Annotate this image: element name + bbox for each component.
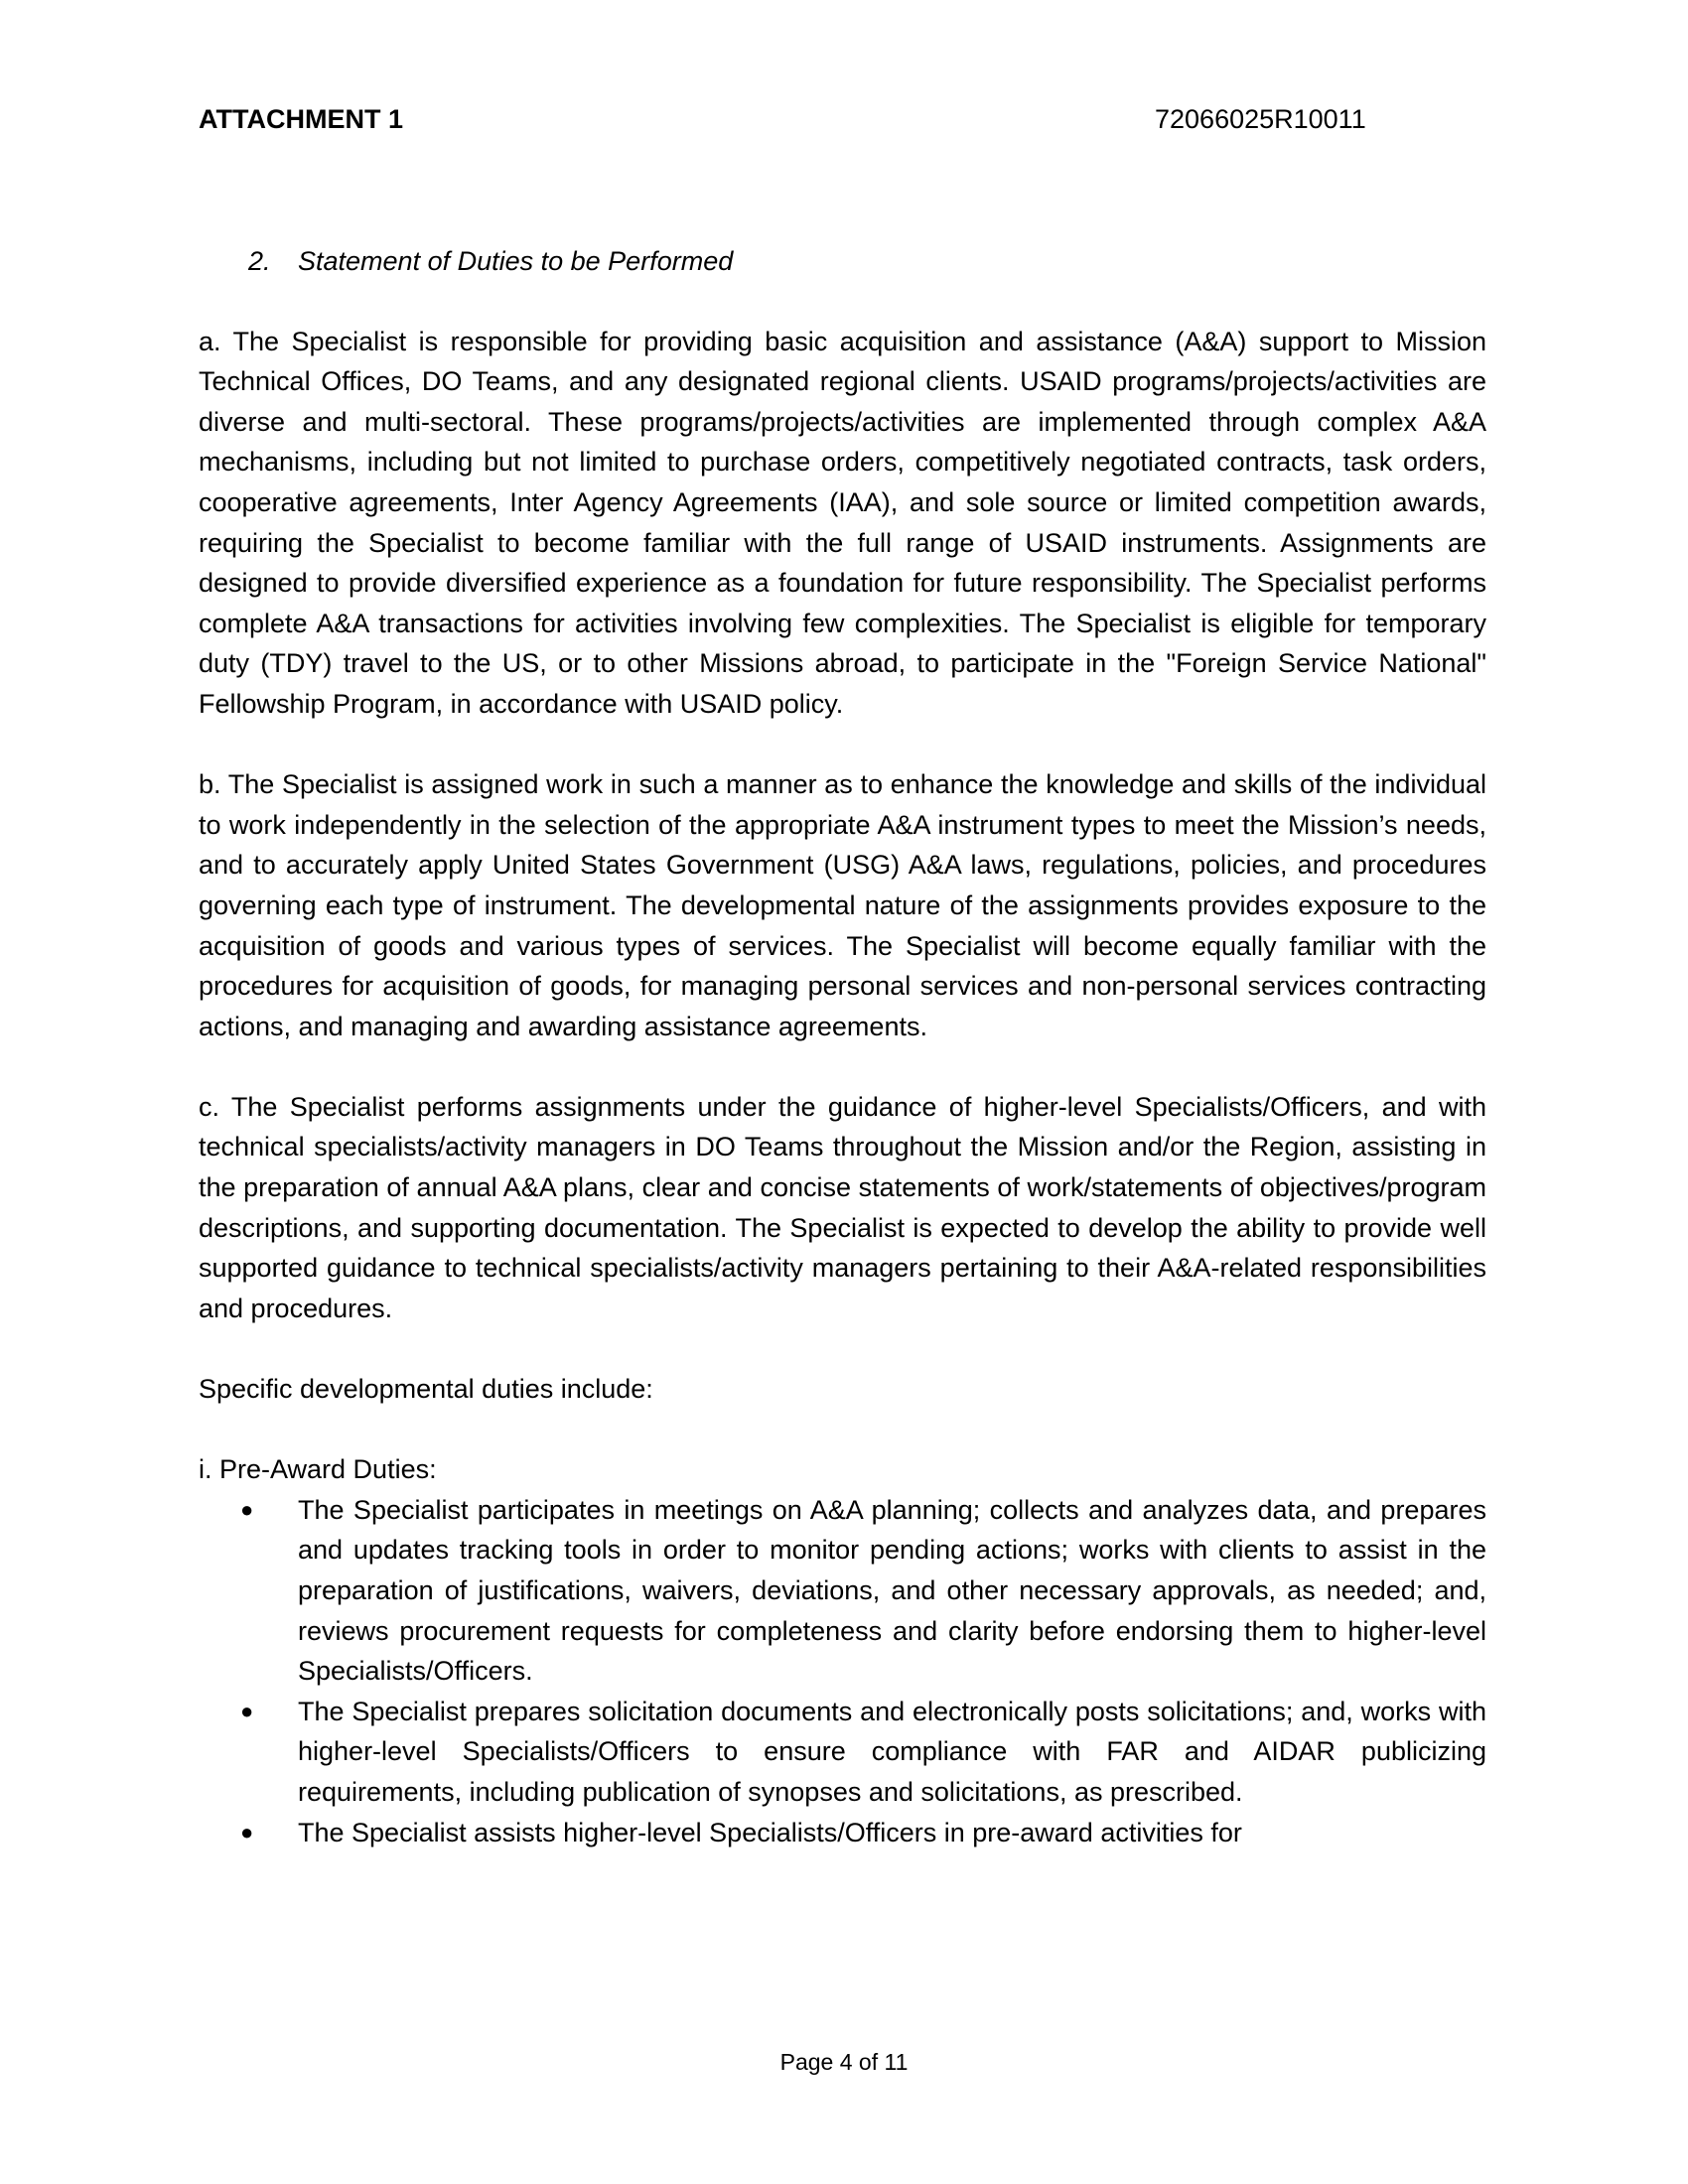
bullet-icon: ●: [240, 1496, 254, 1522]
pre-award-heading: i. Pre-Award Duties:: [199, 1454, 437, 1485]
duty-text: The Specialist prepares solicitation documents and electronically posts solicitations; and, works with higher-level Specialists/Officers to ensure compliance with FAR and AIDAR publicizing requirements, including publication of synopses and solicitations, as prescribed.: [298, 1696, 1486, 1807]
bullet-icon: ●: [240, 1819, 254, 1844]
duty-text: The Specialist participates in meetings on A&A planning; collects and analyzes data, and prepares and updates tracking tools in order to monitor pending actions; works with clients to assist in the preparation of justifications, waivers, deviations, and other necessary approvals, as needed; and, reviews procurement requests for completeness and clarity before endorsing them to higher-level Specialists/Officers.: [298, 1494, 1486, 1687]
attachment-label: ATTACHMENT 1: [199, 104, 403, 134]
list-item: [240, 1813, 1486, 1853]
section-heading: [248, 241, 1486, 282]
section-title: Statement of Duties to be Performed: [298, 246, 734, 276]
specific-duties-intro: Specific developmental duties include:: [199, 1374, 653, 1405]
list-item: [240, 1490, 1486, 1692]
paragraph-c: c. The Specialist performs assignments under the guidance of higher-level Specialists/Officers, and with technical specialists/activity managers in DO Teams throughout the Mission and/or the Region, assisting in the preparation of annual A&A plans, clear and concise statements of work/statements of objectives/program descriptions, and supporting documentation. The Specialist is expected to develop the ability to provide well supported guidance to technical specialists/activity managers pertaining to their A&A-related responsibilities and procedures.: [199, 1091, 1486, 1323]
paragraph-b: b. The Specialist is assigned work in such a manner as to enhance the knowledge and skills of the individual to work independently in the selection of the appropriate A&A instrument types to meet the Mission’s needs, and to accurately apply United States Government (USG) A&A laws, regulations, policies, and procedures governing each type of instrument. The developmental nature of the assignments provides exposure to the acquisition of goods and various types of services. The Specialist will become equally familiar with the procedures for acquisition of goods, for managing personal services and non-personal services contracting actions, and managing and awarding assistance agreements.: [199, 769, 1486, 1041]
pre-award-duties-list: [199, 1490, 1486, 1852]
duty-text: The Specialist assists higher-level Specialists/Officers in pre-award activities for: [298, 1817, 1242, 1847]
section-number: 2.: [248, 246, 271, 276]
document-body: [199, 241, 1486, 1852]
bullet-icon: ●: [240, 1698, 254, 1723]
solicitation-number: 72066025R10011: [1155, 104, 1366, 134]
page-number: Page 4 of 11: [779, 2049, 909, 2075]
list-item: [240, 1692, 1486, 1813]
paragraph-a: a. The Specialist is responsible for providing basic acquisition and assistance (A&A) support to Mission Technical Offices, DO Teams, and any designated regional clients. USAID programs/projects/activities are diverse and multi-sectoral. These programs/projects/activities are implemented through complex A&A mechanisms, including but not limited to purchase orders, competitively negotiated contracts, task orders, cooperative agreements, Inter Agency Agreements (IAA), and sole source or limited competition awards, requiring the Specialist to become familiar with the full range of USAID instruments. Assignments are designed to provide diversified experience as a foundation for future responsibility. The Specialist performs complete A&A transactions for activities involving few complexities. The Specialist is eligible for temporary duty (TDY) travel to the US, or to other Missions abroad, to participate in the "Foreign Service National" Fellowship Program, in accordance with USAID policy.: [199, 326, 1486, 719]
